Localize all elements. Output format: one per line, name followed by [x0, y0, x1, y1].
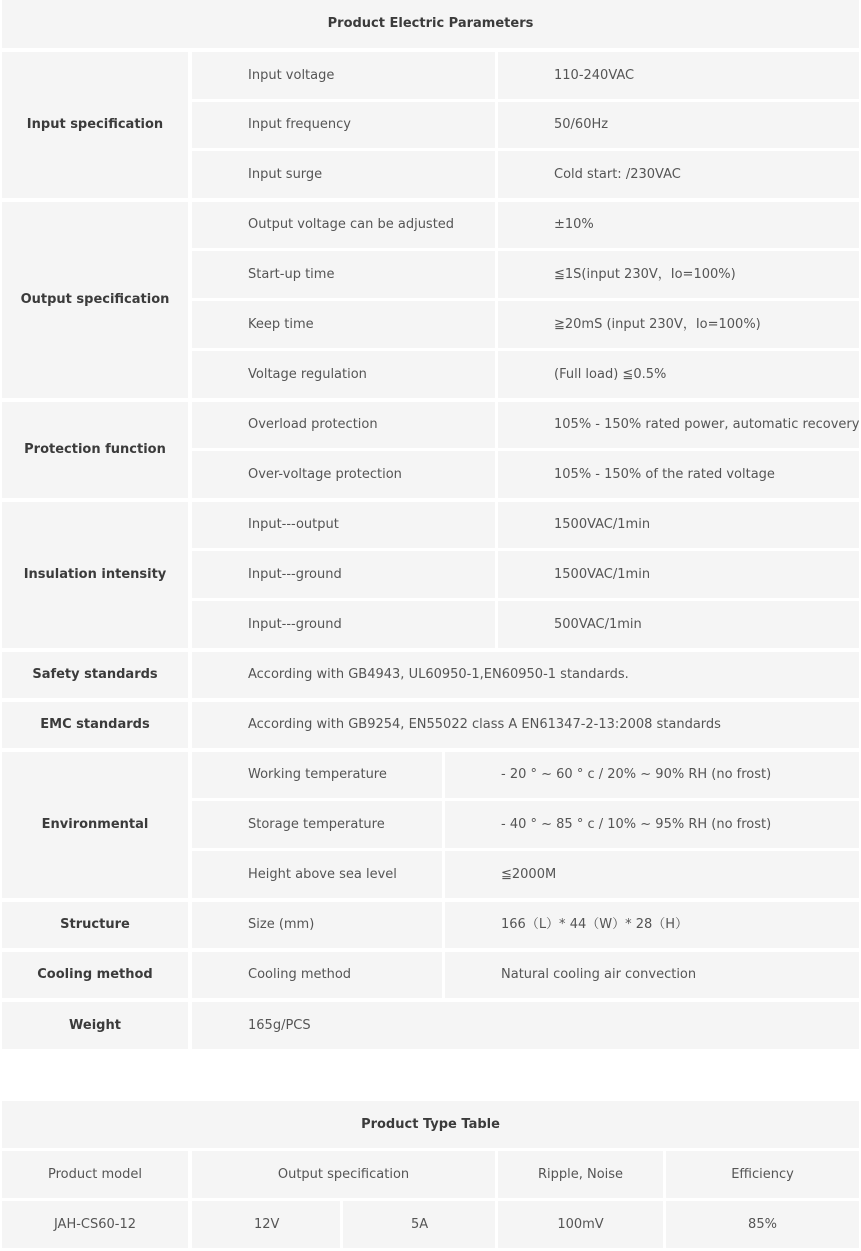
structure-size-label: Size (mm): [192, 902, 442, 948]
group-cooling-name: Cooling method: [2, 952, 188, 998]
input-frequency-label: Input frequency: [192, 102, 495, 148]
height-above-sea-label: Height above sea level: [192, 851, 442, 898]
input-voltage-label: Input voltage: [192, 52, 495, 99]
group-input-name: Input specification: [2, 52, 188, 198]
output-adjust-label: Output voltage can be adjusted: [192, 202, 495, 248]
row-output-voltage: 12V: [192, 1201, 340, 1248]
params-table-title: Product Electric Parameters: [2, 0, 859, 48]
insulation-row-3-label: Input---ground: [192, 601, 495, 648]
overload-protection-label: Overload protection: [192, 402, 495, 448]
voltage-regulation-value: (Full load) ≦0.5%: [498, 351, 859, 398]
insulation-row-3-value: 500VAC/1min: [498, 601, 859, 648]
overvoltage-protection-value: 105% - 150% of the rated voltage: [498, 451, 859, 498]
group-output-name: Output specification: [2, 202, 188, 398]
emc-standards-value: According with GB9254, EN55022 class A EN61347-2-13:2008 standards: [192, 702, 859, 748]
group-emc-name: EMC standards: [2, 702, 188, 748]
insulation-row-1-value: 1500VAC/1min: [498, 502, 859, 548]
height-above-sea-value: ≦2000M: [445, 851, 859, 898]
row-output-current: 5A: [343, 1201, 495, 1248]
input-voltage-value: 110-240VAC: [498, 52, 859, 99]
group-environmental-name: Environmental: [2, 752, 188, 898]
output-adjust-value: ±10%: [498, 202, 859, 248]
keep-time-label: Keep time: [192, 301, 495, 348]
group-safety-name: Safety standards: [2, 652, 188, 698]
group-structure-name: Structure: [2, 902, 188, 948]
input-surge-value: Cold start: /230VAC: [498, 151, 859, 198]
row-efficiency: 85%: [666, 1201, 859, 1248]
cooling-method-label: Cooling method: [192, 952, 442, 998]
voltage-regulation-label: Voltage regulation: [192, 351, 495, 398]
overvoltage-protection-label: Over-voltage protection: [192, 451, 495, 498]
row-ripple: 100mV: [498, 1201, 663, 1248]
header-output-specification: Output specification: [192, 1151, 495, 1198]
insulation-row-2-label: Input---ground: [192, 551, 495, 598]
insulation-row-2-value: 1500VAC/1min: [498, 551, 859, 598]
row-model: JAH-CS60-12: [2, 1201, 188, 1248]
startup-time-label: Start-up time: [192, 251, 495, 298]
types-table-title: Product Type Table: [2, 1101, 859, 1148]
group-insulation-name: Insulation intensity: [2, 502, 188, 648]
keep-time-value: ≧20mS (input 230V，Io=100%): [498, 301, 859, 348]
safety-standards-value: According with GB4943, UL60950-1,EN60950-1 standards.: [192, 652, 859, 698]
working-temperature-value: - 20 ° ~ 60 ° c / 20% ~ 90% RH (no frost): [445, 752, 859, 798]
working-temperature-label: Working temperature: [192, 752, 442, 798]
cooling-method-value: Natural cooling air convection: [445, 952, 859, 998]
weight-value: 165g/PCS: [192, 1002, 859, 1049]
table-spacer: [4, 1051, 859, 1099]
header-ripple-noise: Ripple, Noise: [498, 1151, 663, 1198]
input-surge-label: Input surge: [192, 151, 495, 198]
storage-temperature-label: Storage temperature: [192, 801, 442, 848]
insulation-row-1-label: Input---output: [192, 502, 495, 548]
startup-time-value: ≦1S(input 230V，Io=100%): [498, 251, 859, 298]
group-protection-name: Protection function: [2, 402, 188, 498]
overload-protection-value: 105% - 150% rated power, automatic recovery: [498, 402, 859, 448]
input-frequency-value: 50/60Hz: [498, 102, 859, 148]
storage-temperature-value: - 40 ° ~ 85 ° c / 10% ~ 95% RH (no frost): [445, 801, 859, 848]
structure-size-value: 166（L）* 44（W）* 28（H）: [445, 902, 859, 948]
header-efficiency: Efficiency: [666, 1151, 859, 1198]
header-product-model: Product model: [2, 1151, 188, 1198]
group-weight-name: Weight: [2, 1002, 188, 1049]
